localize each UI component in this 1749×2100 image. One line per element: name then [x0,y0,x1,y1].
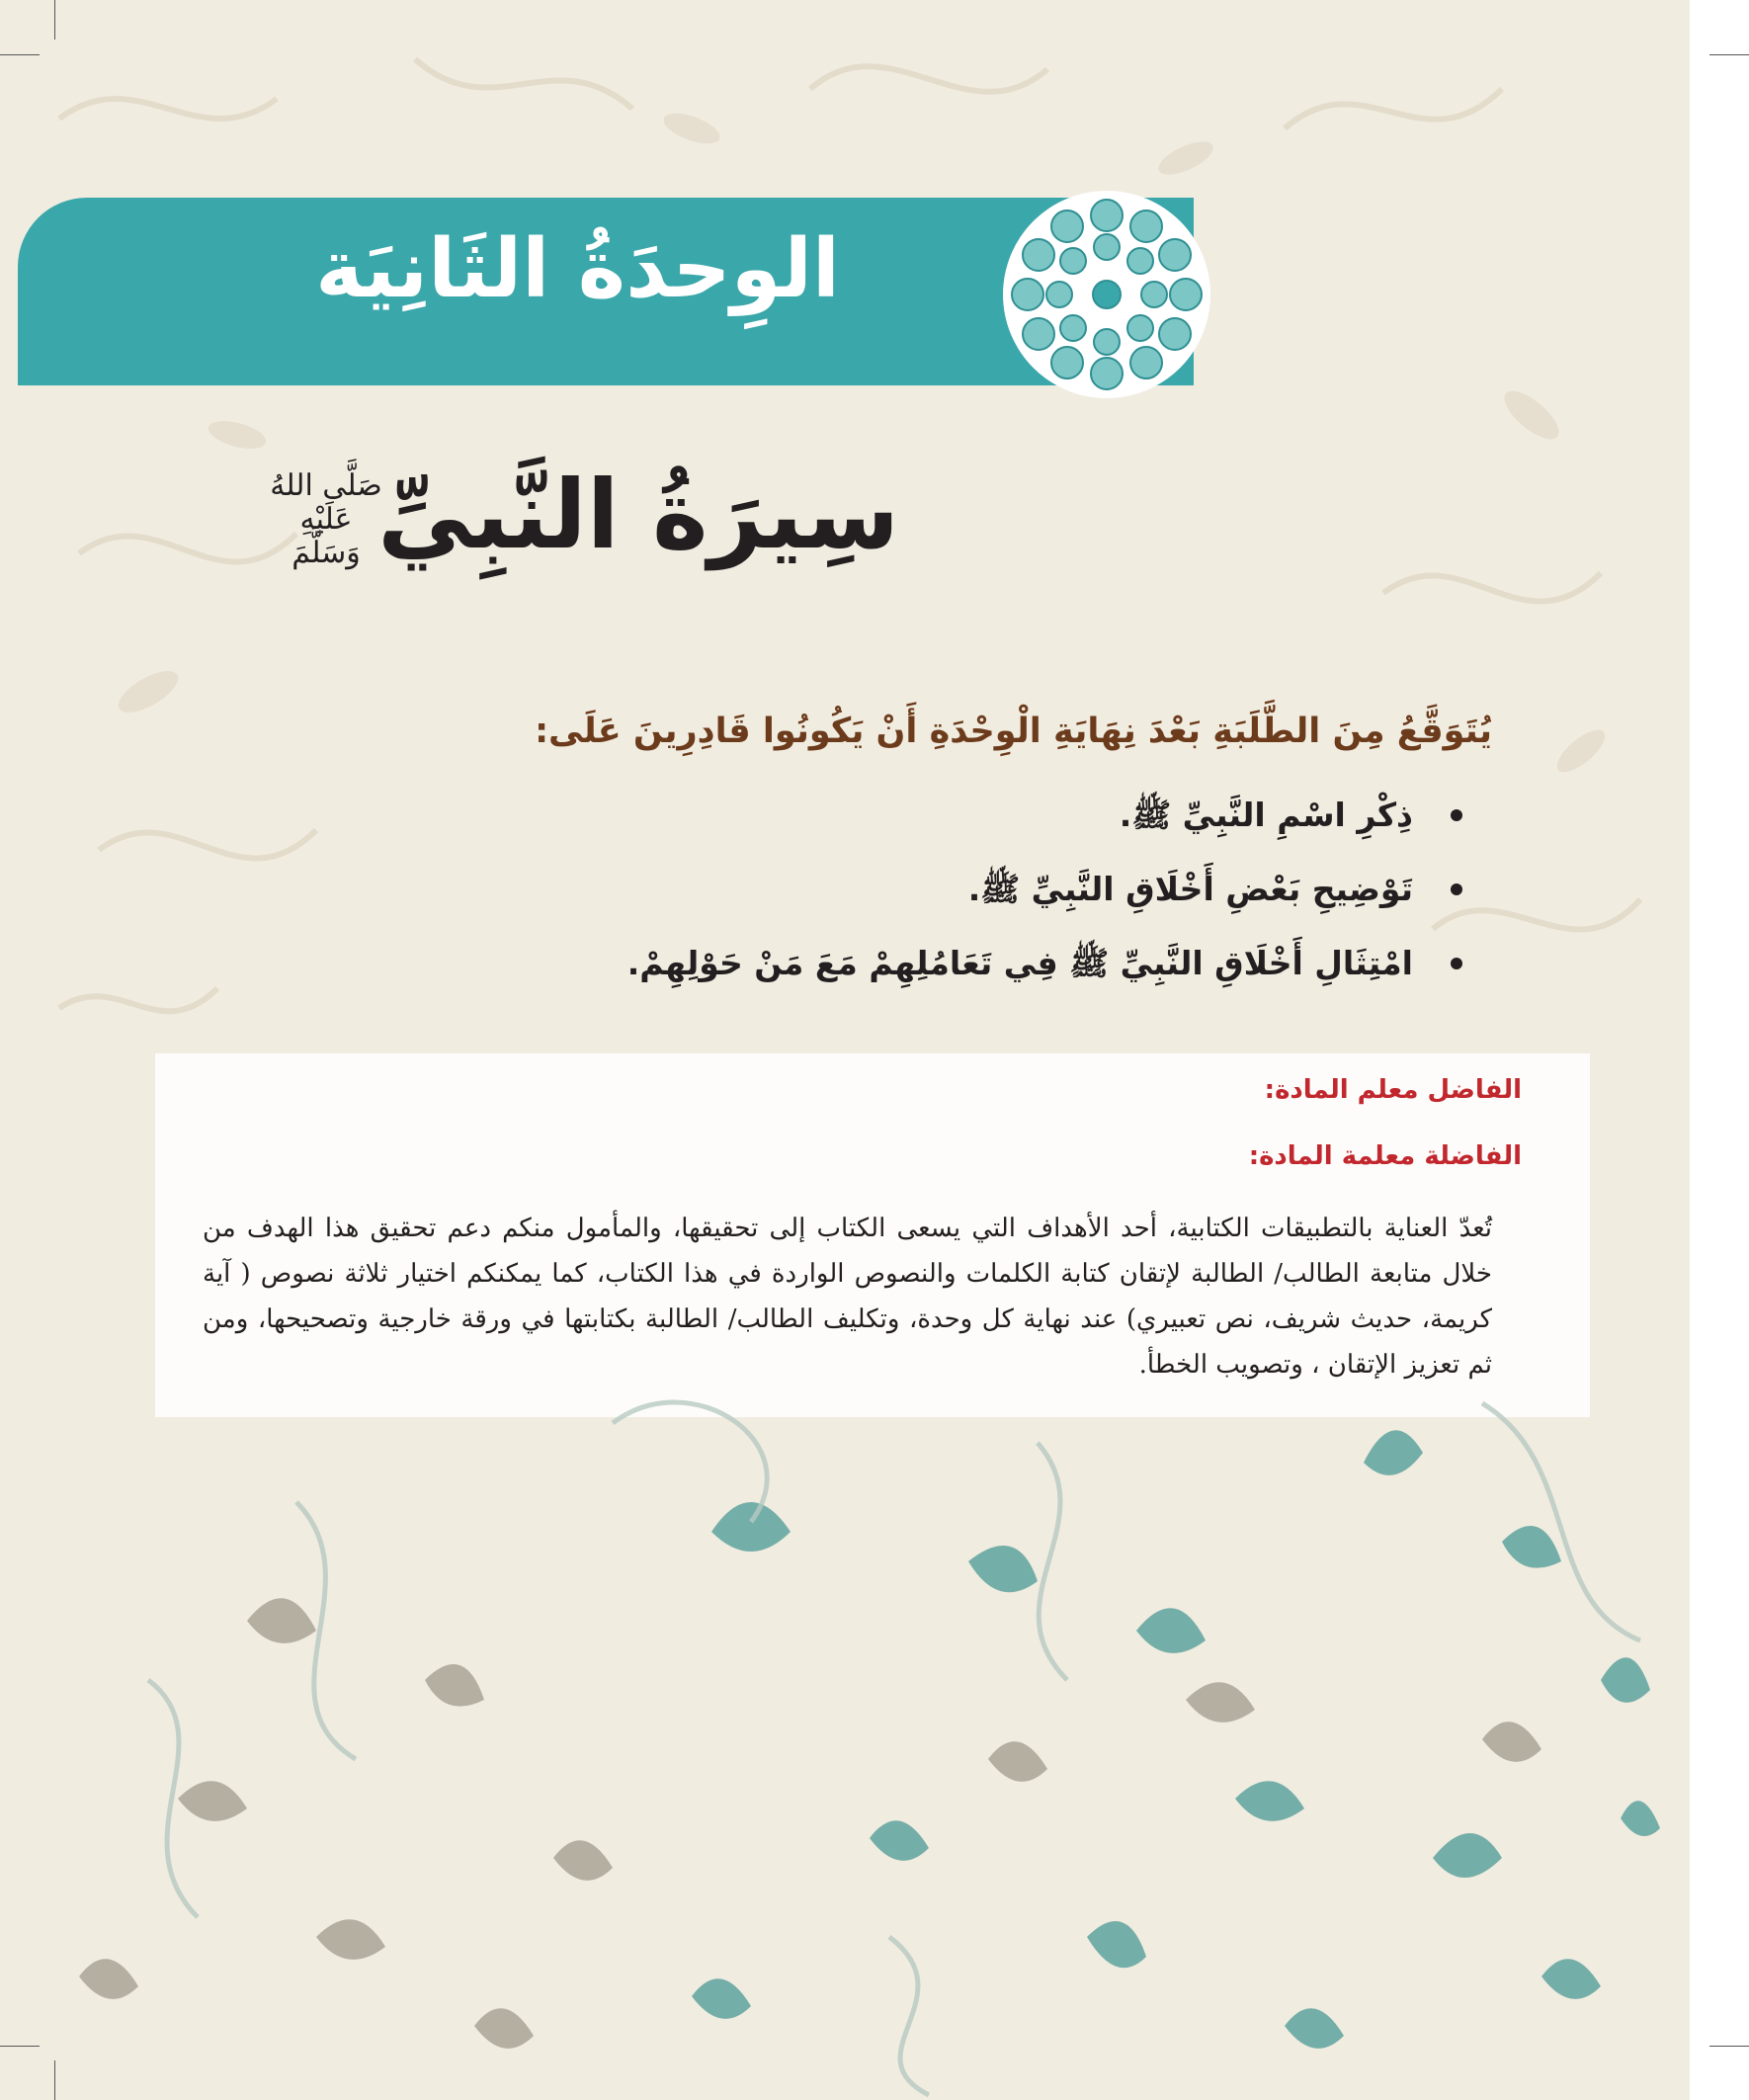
crop-mark [0,2046,40,2047]
list-item [375,860,1462,934]
teacher-male-label: الفاضل معلم المادة: [1264,1075,1522,1105]
crop-mark [54,0,55,40]
objective-text: تَوْضِيحِ بَعْضِ أَخْلَاقِ النَّبِيِّ ﷺ. [967,870,1413,908]
bullet-icon [1451,958,1462,969]
bullet-icon [1451,883,1462,895]
objective-text: ذِكْرِ اسْمِ النَّبِيِّ ﷺ. [1119,796,1413,834]
objectives-list [375,786,1462,1008]
objectives-intro: يُتَوَقَّعُ مِنَ الطَّلَبَةِ بَعْدَ نِهَايَةِ الْوِحْدَةِ أَنْ يَكُونُوا قَادِرِينَ عَلَى: [535,712,1492,751]
salawat-calligraphy: صَلَّى اللهُ عَلَيْهِ وَسَلَّمَ [270,468,382,570]
teacher-female-label: الفاضلة معلمة المادة: [1248,1141,1522,1171]
crop-mark [54,2060,55,2100]
decorative-flourish [0,1384,1690,2100]
teacher-notes-text: تُعدّ العناية بالتطبيقات الكتابية، أحد الأهداف التي يسعى الكتاب إلى تحقيقها، والمأمول منكم دعم تحقيق هذا الهدف من خلال متابعة الطالب/ الطالبة لإتقان كتابة الكلمات والنصوص الواردة في هذا الكتاب، كما يمكنكم اختيار ثلاثة نصوص ( آية كريمة، حديث شريف، نص تعبيري) عند نهاية كل وحدة، وتكليف الطالب/ الطالبة بكتابتها في ورقة خارجية وتصحيحها، ومن ثم تعزيز الإتقان ، وتصويب الخطأ. [203,1214,1492,1380]
rosette-ornament-icon [998,186,1215,403]
unit-title: الوِحدَةُ الثَانِيَة [315,222,840,316]
lesson-title: سِيرَةُ النَّبِيِّ [377,460,899,570]
crop-mark [0,54,40,55]
bullet-icon [1451,809,1462,821]
crop-mark [1709,54,1749,55]
list-item [375,934,1462,1008]
objective-text: امْتِثَالِ أَخْلَاقِ النَّبِيِّ ﷺ فِي تَعَامُلِهِمْ مَعَ مَنْ حَوْلِهِمْ. [626,944,1413,982]
list-item [375,786,1462,860]
crop-mark [1709,2046,1749,2047]
